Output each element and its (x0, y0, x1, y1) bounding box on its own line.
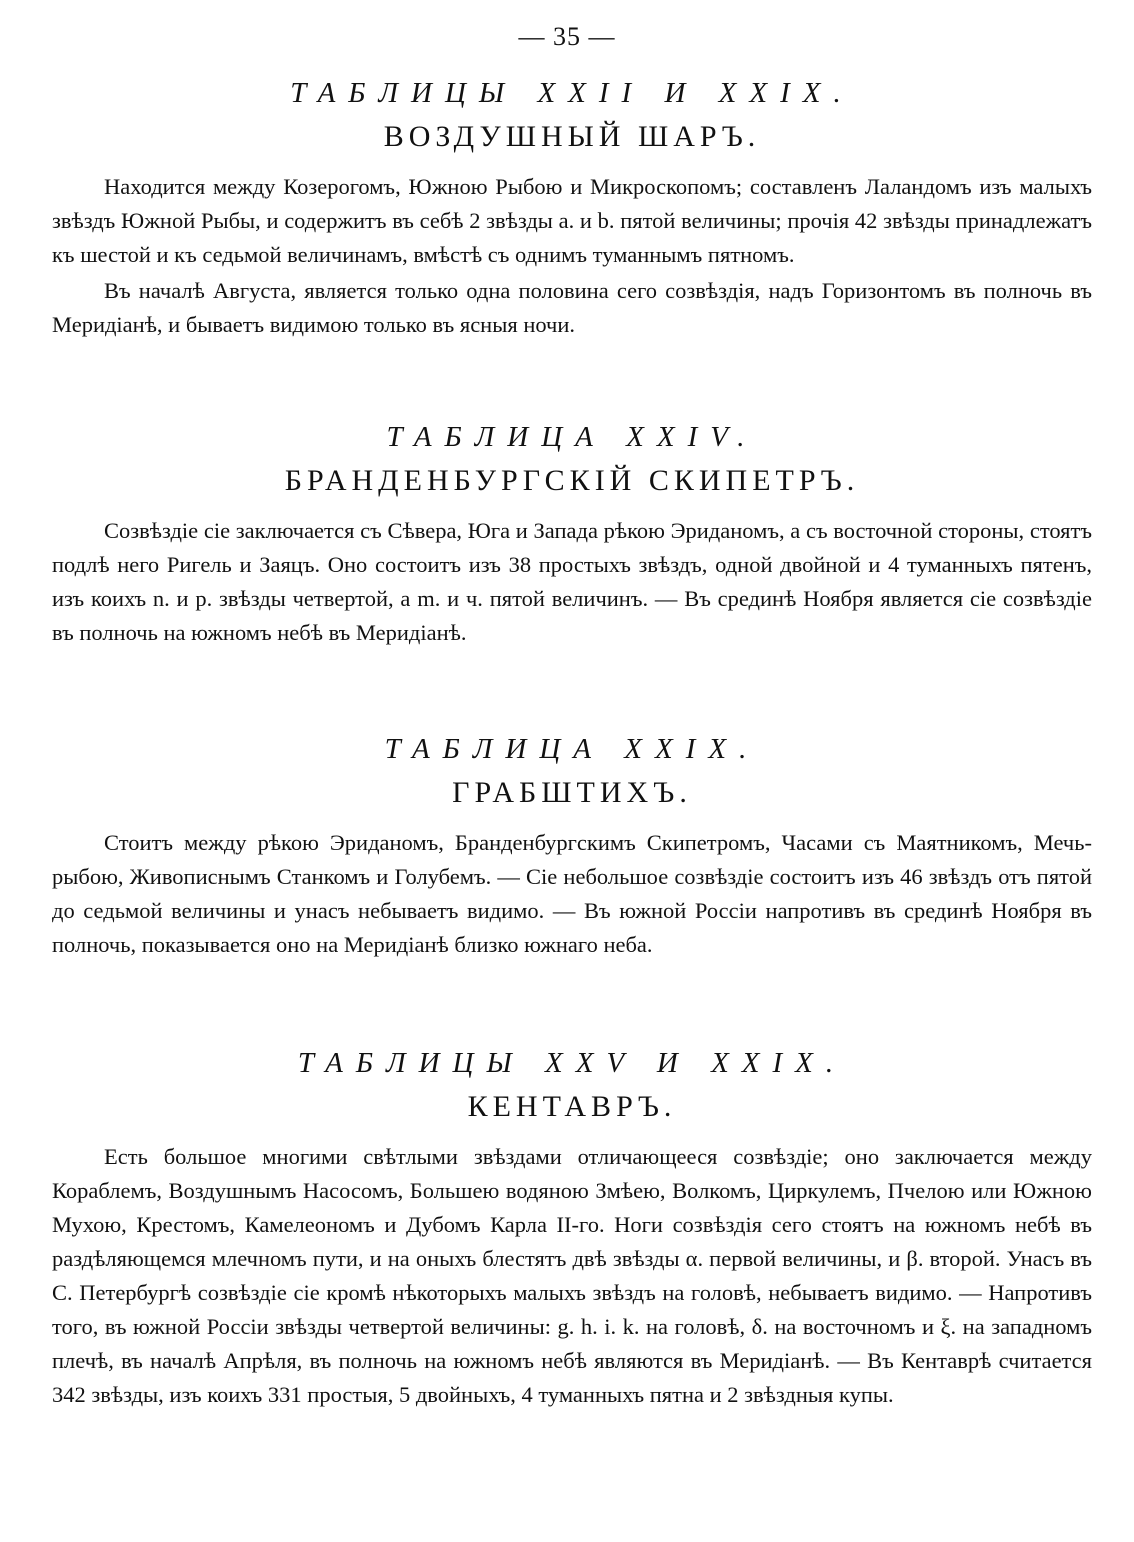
table-heading: ТАБЛИЦЫ XXII И XXIX. (290, 77, 854, 109)
section-brandenburg-sceptre (52, 418, 1092, 652)
section-title: БРАНДЕНБУРГСКІЙ СКИПЕТРЪ. (284, 464, 860, 497)
section-centaur (52, 1044, 1092, 1414)
section-title: ВОЗДУШНЫЙ ШАРЪ. (383, 120, 761, 153)
section-title: ГРАБШТИХЪ. (452, 776, 692, 809)
paragraph: Стоитъ между рѣкою Эриданомъ, Бранденбургскимъ Скипетромъ, Часами съ Маятникомъ, Мечь-рыбою, Живописнымъ Станкомъ и Голубемъ. — Сіе небольшое созвѣздіе состоитъ изъ 46 звѣздъ отъ пятой до седьмой величины и унасъ небываетъ видимо. — Въ южной Россіи напротивъ въ срединѣ Ноября въ полночь, показывается оно на Меридіанѣ близко южнаго неба. (52, 830, 1092, 957)
table-heading: ТАБЛИЦА XXIV. (386, 421, 758, 453)
table-heading: ТАБЛИЦЫ XXV И XXIX. (297, 1047, 847, 1079)
paragraph: Въ началѣ Августа, является только одна половина сего созвѣздія, надъ Горизонтомъ въ полночь въ Меридіанѣ, и бываетъ видимою только въ ясныя ночи. (52, 278, 1092, 337)
paragraph: Есть большое многими свѣтлыми звѣздами отличающееся созвѣздіе; оно заключается между Кораблемъ, Воздушнымъ Насосомъ, Большею водяною Змѣею, Волкомъ, Циркулемъ, Пчелою или Южною Мухою, Крестомъ, Камелеономъ и Дубомъ Карла II-го. Ноги созвѣздія сего стоятъ на южномъ небѣ въ раздѣляющемся млечномъ пути, и на оныхъ блестятъ двѣ звѣзды α. первой величины, и β. второй. Унасъ въ С. Петербургѣ созвѣздіе сіе кромѣ нѣкоторыхъ малыхъ звѣздъ на головѣ, небываетъ видимо. — Напротивъ того, въ южной Россіи звѣзды четвертой величины: g. h. i. k. на головѣ, δ. на восточномъ и ξ. на западномъ плечѣ, въ началѣ Апрѣля, въ полночь на южномъ небѣ являются въ Меридіанѣ. — Въ Кентаврѣ считается 342 звѣзды, изъ коихъ 331 простыя, 5 двойныхъ, 4 туманныхъ пятна и 2 звѣздныя купы. (52, 1144, 1092, 1407)
section-title: КЕНТАВРЪ. (467, 1090, 677, 1123)
section-graving-tool (52, 730, 1092, 964)
paragraph: Созвѣздіе сіе заключается съ Сѣвера, Юга и Запада рѣкою Эриданомъ, а съ восточной стороны, стоятъ подлѣ него Ригель и Заяцъ. Оно состоитъ изъ 38 простыхъ звѣздъ, одной двойной и 4 туманныхъ пятенъ, изъ коихъ n. и p. звѣзды четвертой, а m. и ч. пятой величинъ. — Въ срединѣ Ноября является сіе созвѣздіе въ полночь на южномъ небѣ въ Меридіанѣ. (52, 518, 1092, 645)
section-air-balloon (52, 74, 1092, 344)
table-heading: ТАБЛИЦА XXIX. (384, 733, 760, 765)
page-number: — 35 — (518, 22, 616, 51)
paragraph: Находится между Козерогомъ, Южною Рыбою и Микроскопомъ; составленъ Лаландомъ изъ малыхъ звѣздъ Южной Рыбы, и содержитъ въ себѣ 2 звѣзды a. и b. пятой величины; прочія 42 звѣзды принадлежатъ къ шестой и къ седьмой величинамъ, вмѣстѣ съ однимъ туманнымъ пятномъ. (52, 174, 1092, 267)
